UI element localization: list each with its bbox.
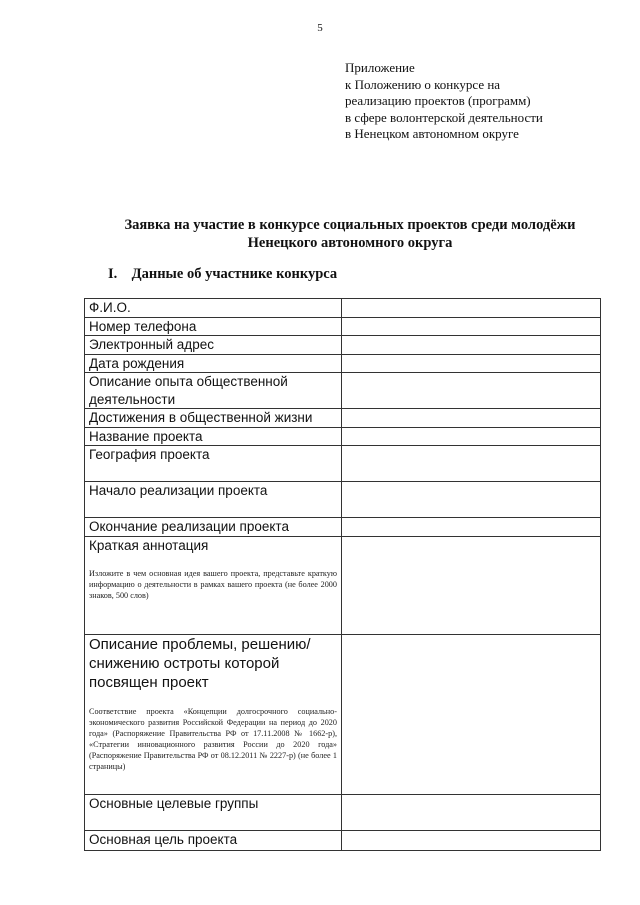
field-value-phone[interactable] [342, 317, 601, 336]
field-value-fio[interactable] [342, 299, 601, 318]
field-value-start-date[interactable] [342, 482, 601, 518]
document-title-line: Заявка на участие в конкурсе социальных проектов среди молодёжи [124, 217, 576, 233]
table-row [85, 794, 601, 830]
annotation-hint: Изложите в чем основная идея вашего проекта, представьте краткую информацию о деятельности в рамках вашего проекта (не более 2000 знаков, 500 слов) [89, 569, 337, 600]
document-title [60, 216, 640, 252]
table-row [85, 446, 601, 482]
field-label-achievements: Достижения в общественной жизни [85, 409, 342, 428]
appendix-line: в Ненецком автономном округе [345, 126, 519, 141]
table-row [85, 317, 601, 336]
table-row [85, 634, 601, 794]
field-value-achievements[interactable] [342, 409, 601, 428]
field-label-birthdate: Дата рождения [85, 354, 342, 373]
field-label-experience: Описание опыта общественной деятельности [85, 373, 342, 409]
appendix-note [345, 60, 543, 143]
field-value-experience[interactable] [342, 373, 601, 409]
field-value-geography[interactable] [342, 446, 601, 482]
appendix-line: Приложение [345, 60, 415, 75]
document-title-line: Ненецкого автономного округа [247, 235, 453, 251]
field-value-main-goal[interactable] [342, 830, 601, 850]
table-row [85, 409, 601, 428]
table-row [85, 336, 601, 355]
table-row [85, 354, 601, 373]
table-row [85, 373, 601, 409]
field-label-start-date: Начало реализации проекта [85, 482, 342, 518]
appendix-line: к Положению о конкурсе на [345, 76, 501, 92]
field-value-annotation[interactable] [342, 536, 601, 634]
field-value-problem[interactable] [342, 634, 601, 794]
field-value-email[interactable] [342, 336, 601, 355]
section-number: I. [108, 266, 118, 282]
field-value-end-date[interactable] [342, 518, 601, 537]
field-label-main-goal: Основная цель проекта [85, 830, 342, 850]
table-row [85, 518, 601, 537]
field-label-geography: География проекта [85, 446, 342, 482]
field-label-end-date: Окончание реализации проекта [85, 518, 342, 537]
table-row [85, 830, 601, 850]
field-value-birthdate[interactable] [342, 354, 601, 373]
field-label-annotation [85, 536, 342, 634]
field-label-email: Электронный адрес [85, 336, 342, 355]
problem-hint: Соответствие проекта «Концепции долгосрочного социально-экономического развития Российской Федерации на период до 2020 года» (Распоряжение Правительства РФ от 17.11.2008 № 1662-р), «Стратегии инновационного развития России до 2020 года» (Распоряжение Правительства РФ от 08.12.2011 № 2227-р) (не более 1 страницы) [89, 706, 337, 771]
table-row [85, 482, 601, 518]
annotation-title: Краткая аннотация [89, 537, 209, 553]
page-number: 5 [317, 22, 323, 34]
appendix-line: в сфере волонтерской деятельности [345, 109, 543, 125]
field-value-project-name[interactable] [342, 427, 601, 446]
appendix-line: реализацию проектов (программ) [345, 93, 531, 108]
field-label-project-name: Название проекта [85, 427, 342, 446]
table-row [85, 427, 601, 446]
field-value-target-groups[interactable] [342, 794, 601, 830]
table-row [85, 299, 601, 318]
table-row [85, 536, 601, 634]
field-label-problem [85, 634, 342, 794]
field-label-target-groups: Основные целевые группы [85, 794, 342, 830]
section-heading [108, 266, 337, 283]
section-title: Данные об участнике конкурса [131, 266, 338, 282]
participant-form-table [84, 298, 601, 851]
field-label-fio: Ф.И.О. [85, 299, 342, 318]
field-label-phone: Номер телефона [85, 317, 342, 336]
problem-title: Описание проблемы, решению/снижению остроты которой посвящен проект [89, 635, 311, 691]
